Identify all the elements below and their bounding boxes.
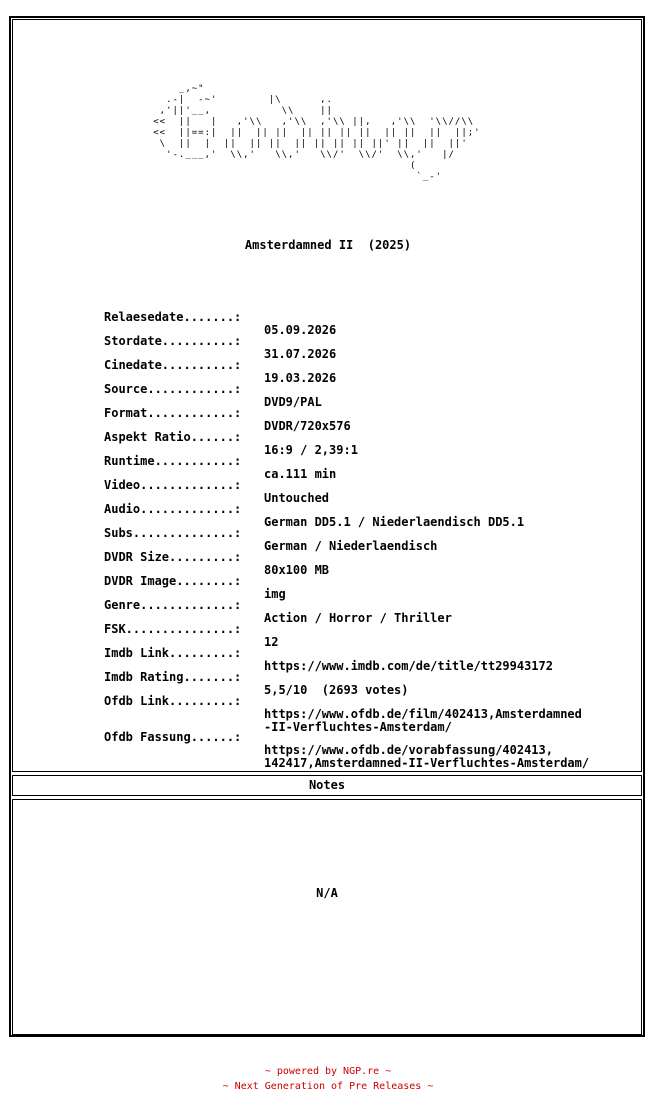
footer [0,1064,656,1094]
info-label: Imdb Link.........: [104,646,242,660]
info-label: Aspekt Ratio......: [104,430,242,444]
info-value: Action / Horror / Thriller [264,611,452,625]
footer-powered-by[interactable]: ~ powered by NGP.re ~ [264,1066,392,1077]
info-label: Stordate..........: [104,334,242,348]
info-label: Cinedate..........: [104,358,242,372]
info-value: DVD9/PAL [264,395,322,409]
info-value: 19.03.2026 [264,371,337,385]
info-value: img [264,587,286,601]
info-value: ca.111 min [264,467,337,481]
info-label: Audio.............: [104,502,242,516]
info-label: Genre.............: [104,598,242,612]
info-label: Relaesedate.......: [104,310,242,324]
info-label: DVDR Size.........: [104,550,242,564]
info-value: DVDR/720x576 [264,419,351,433]
ofdb-fassung-link[interactable]: https://www.ofdb.de/vorabfassung/402413, 142417,Amsterdamned-II-Verfluchtes-Amsterdam/ [264,743,590,770]
info-value: 16:9 / 2,39:1 [264,443,358,457]
release-title: Amsterdamned II (2025) [244,238,412,252]
notes-text: N/A [316,886,338,900]
imdb-link[interactable]: https://www.imdb.com/de/title/tt29943172 [264,659,553,673]
info-label: Runtime...........: [104,454,242,468]
info-label: DVDR Image........: [104,574,242,588]
info-value: 5,5/10 (2693 votes) [264,683,409,697]
info-label: Ofdb Fassung......: [104,730,242,744]
ofdb-link[interactable]: https://www.ofdb.de/film/402413,Amsterdamned -II-Verfluchtes-Amsterdam/ [264,707,582,734]
info-value: 80x100 MB [264,563,330,577]
info-label: Subs..............: [104,526,242,540]
info-label: Video.............: [104,478,242,492]
info-label: Source............: [104,382,242,396]
info-value: 12 [264,635,279,649]
info-value: German / Niederlaendisch [264,539,438,553]
info-value: Untouched [264,491,330,505]
notes-box [12,799,642,1035]
info-label: FSK...............: [104,622,242,636]
info-label: Ofdb Link.........: [104,694,242,708]
notes-header: Notes [12,775,642,796]
footer-tagline: ~ Next Generation of Pre Releases ~ [222,1081,434,1092]
info-label: Imdb Rating.......: [104,670,242,684]
info-value: 31.07.2026 [264,347,337,361]
group-logo-ascii-art: _,~" .-| -~' |\ ,. ,'||'__, \\ || << || | ,'\\ ,'\\ ,'\\ ||, ,'\\ '\\//\\ << ||==:| || || || || || || || || || || ||;' \ || | || || || || || || || ||' || || ||' '-.___,' \\,' \\,' \\/' \\/' \\,' |/ ( `_-' [153,84,481,182]
info-value: German DD5.1 / Niederlaendisch DD5.1 [264,515,525,529]
info-label: Format............: [104,406,242,420]
info-value: 05.09.2026 [264,323,337,337]
